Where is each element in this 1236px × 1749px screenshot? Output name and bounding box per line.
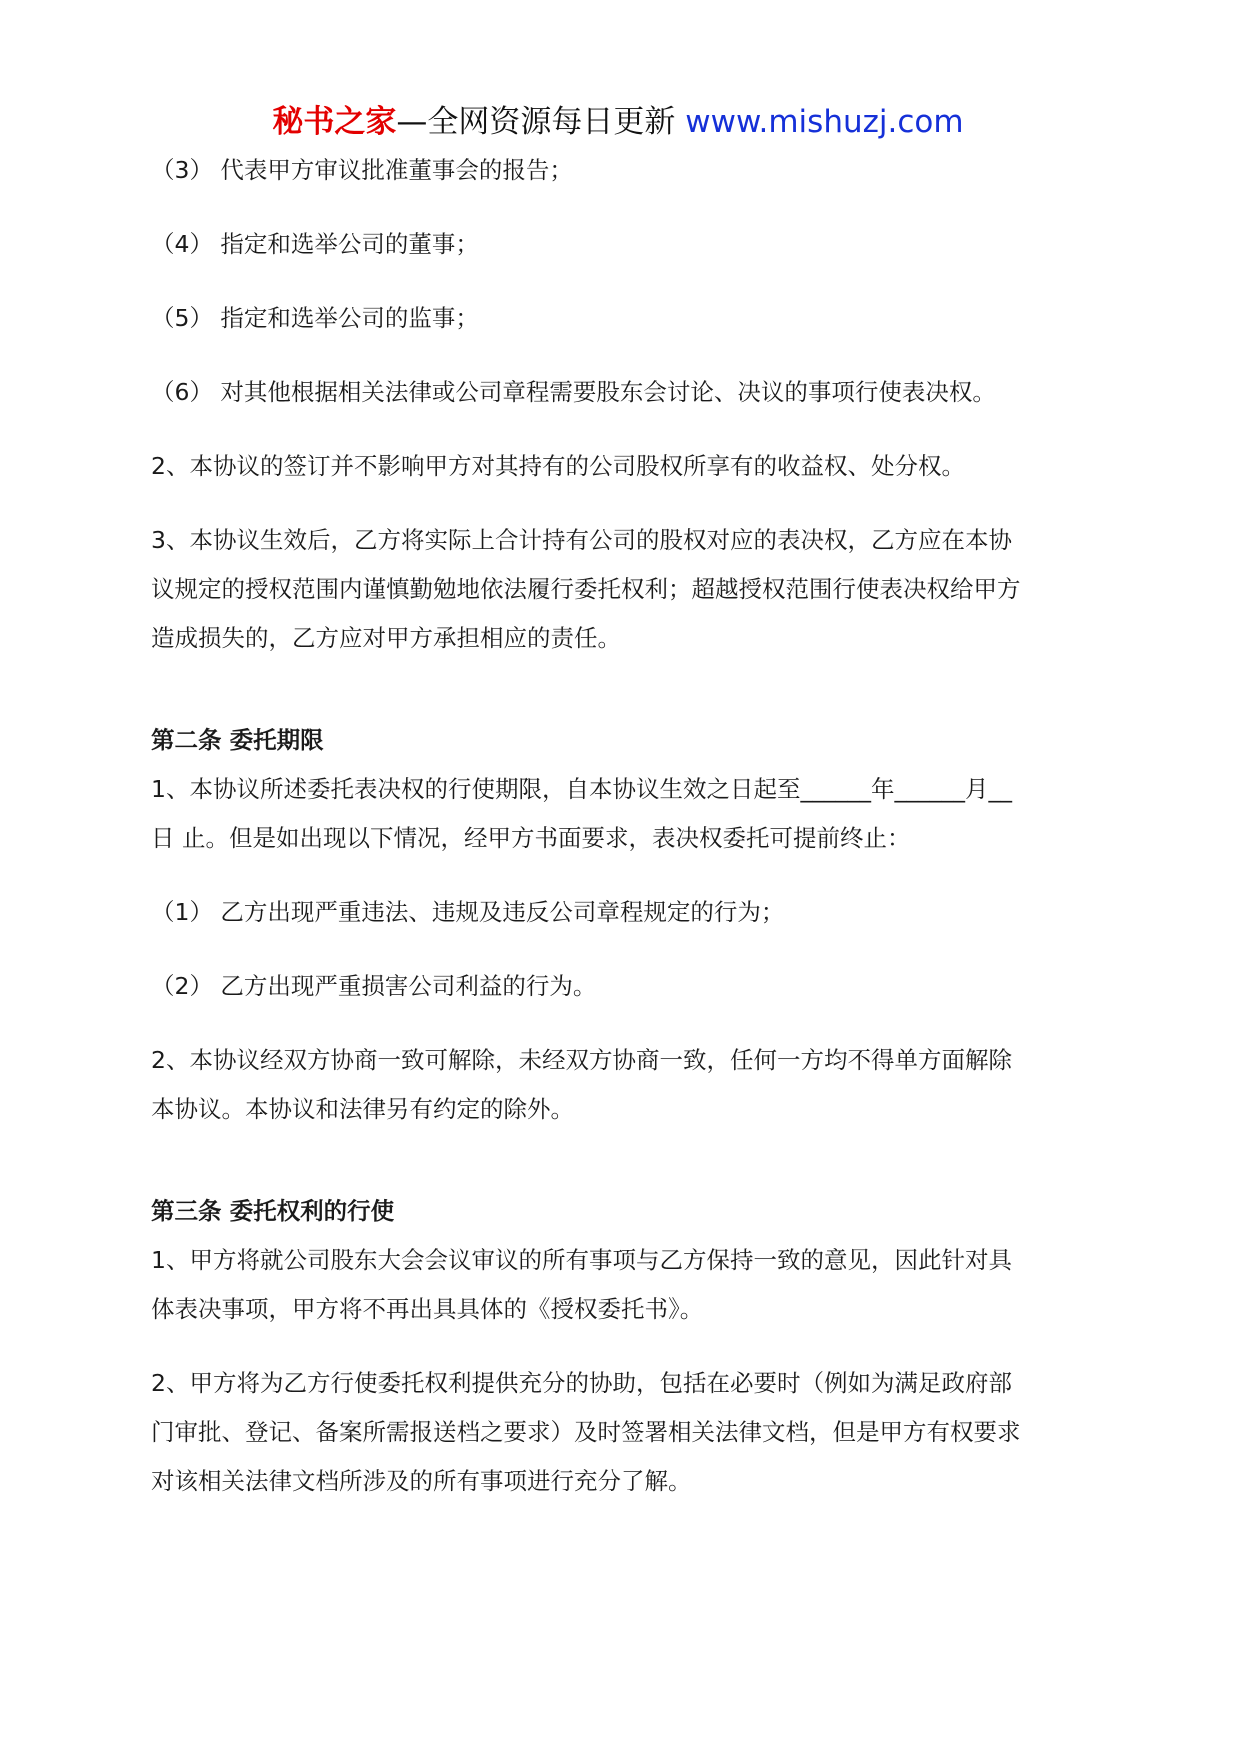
paragraph-term-2 xyxy=(151,1036,1091,1134)
paragraph-clause-2 xyxy=(151,442,1091,491)
paragraph-exercise-1 xyxy=(151,1236,1091,1334)
text-line: 1、本协议所述委托表决权的行使期限，自本协议生效之日起至______年______月__ xyxy=(151,775,1012,803)
paragraph-term-item-2 xyxy=(151,962,1091,1011)
text-line: （6） 对其他根据相关法律或公司章程需要股东会讨论、决议的事项行使表决权。 xyxy=(151,378,996,406)
text-line: 日 止。但是如出现以下情况，经甲方书面要求，表决权委托可提前终止： xyxy=(151,824,911,852)
paragraph-item-6 xyxy=(151,368,1091,417)
text-line: 2、本协议的签订并不影响甲方对其持有的公司股权所享有的收益权、处分权。 xyxy=(151,452,965,480)
site-url-link[interactable]: www.mishuzj.com xyxy=(685,104,964,140)
text-line: （4） 指定和选举公司的董事； xyxy=(151,230,479,258)
text-line: （3） 代表甲方审议批准董事会的报告； xyxy=(151,156,573,184)
paragraph-item-5 xyxy=(151,294,1091,343)
paragraph-exercise-2 xyxy=(151,1359,1091,1506)
paragraph-term-item-1 xyxy=(151,888,1091,937)
text-line: （2） 乙方出现严重损害公司利益的行为。 xyxy=(151,972,597,1000)
text-line: 对该相关法律文档所涉及的所有事项进行充分了解。 xyxy=(151,1467,692,1495)
text-line: 议规定的授权范围内谨慎勤勉地依法履行委托权利；超越授权范围行使表决权给甲方 xyxy=(151,575,1021,603)
text-line: 1、甲方将就公司股东大会会议审议的所有事项与乙方保持一致的意见，因此针对具 xyxy=(151,1246,1012,1274)
text-line: 体表决事项，甲方将不再出具具体的《授权委托书》。 xyxy=(151,1295,704,1323)
paragraph-item-4 xyxy=(151,220,1091,269)
paragraph-clause-3 xyxy=(151,516,1091,663)
paragraph-term-1 xyxy=(151,765,1091,863)
text-line: 造成损失的，乙方应对甲方承担相应的责任。 xyxy=(151,624,621,652)
text-line: 2、本协议经双方协商一致可解除，未经双方协商一致，任何一方均不得单方面解除 xyxy=(151,1046,1012,1074)
section-heading-article-2: 第二条 委托期限 xyxy=(151,726,324,754)
site-header xyxy=(0,100,1236,144)
text-line: 本协议。本协议和法律另有约定的除外。 xyxy=(151,1095,574,1123)
document-body xyxy=(151,146,1091,1506)
text-line: 2、甲方将为乙方行使委托权利提供充分的协助，包括在必要时（例如为满足政府部 xyxy=(151,1369,1012,1397)
site-tagline: —全网资源每日更新 xyxy=(396,104,676,140)
text-line: 3、本协议生效后，乙方将实际上合计持有公司的股权对应的表决权，乙方应在本协 xyxy=(151,526,1012,554)
paragraph-item-3 xyxy=(151,146,1091,195)
text-line: 门审批、登记、备案所需报送档之要求）及时签署相关法律文档，但是甲方有权要求 xyxy=(151,1418,1021,1446)
section-heading-article-3: 第三条 委托权利的行使 xyxy=(151,1197,395,1225)
text-line: （1） 乙方出现严重违法、违规及违反公司章程规定的行为； xyxy=(151,898,785,926)
text-line: （5） 指定和选举公司的监事； xyxy=(151,304,479,332)
site-brand: 秘书之家 xyxy=(272,104,397,140)
